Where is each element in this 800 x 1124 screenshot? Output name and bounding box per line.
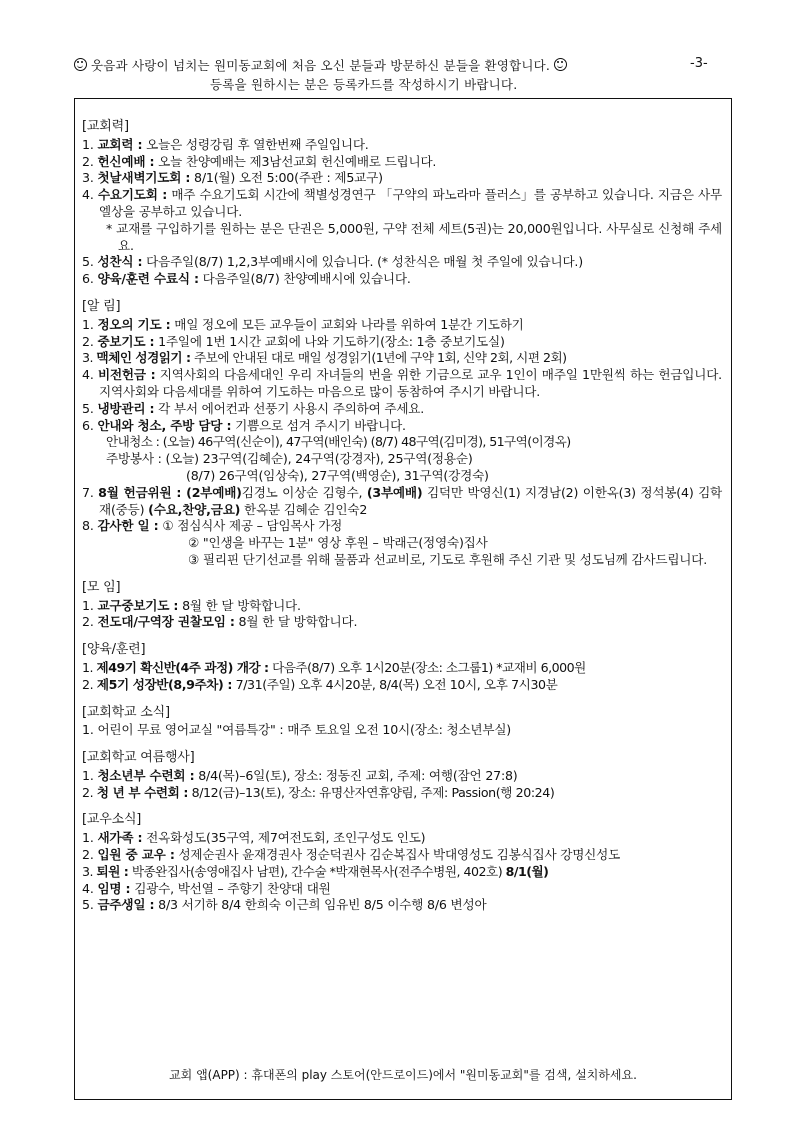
list-item: 1. 어린이 무료 영어교실 "여름특강" : 매주 토요일 오전 10시(장소: 청소년부실) xyxy=(82,722,512,738)
list-item: 1. 청소년부 수련회 : 8/4(목)–6일(토), 장소: 정동진 교회, 주제: 여행(잠언 27:8) xyxy=(82,767,518,783)
section-church-calendar xyxy=(82,118,722,288)
list-item: 1. 교회력 : 오늘은 성령강림 후 열한번째 주일입니다. xyxy=(82,136,369,152)
section-title: [모 임] xyxy=(82,579,121,595)
list-item: 5. 냉방관리 : 각 부서 에어컨과 선풍기 사용시 주의하여 주세요. xyxy=(82,400,425,416)
section-title: [양육/훈련] xyxy=(82,642,146,658)
page-header xyxy=(0,52,800,92)
list-item: 4. 비전헌금 : 지역사회의 다음세대인 우리 자녀들의 번을 위한 기금으로 교우 1인이 매주일 1만원씩 하는 헌금입니다. 지역사회와 다음세대를 위하여 기도하는 마음으로 많이 동참하여 주시기 바랍니다. xyxy=(82,367,722,399)
list-item: 4. 수요기도회 : 매주 수요기도회 시간에 책별성경연구 「구약의 파노라마 플러스」를 공부하고 있습니다. 지금은 사무엘상을 공부하고 있습니다. xyxy=(82,187,722,219)
section-member-news xyxy=(82,811,722,914)
list-item: 3. 첫날새벽기도회 : 8/1(월) 오전 5:00(주관 : 제5교구) xyxy=(82,170,383,186)
list-item: 1. 새가족 : 전옥화성도(35구역, 제7여전도회, 조인구성도 인도) xyxy=(82,830,426,846)
section-training xyxy=(82,641,722,693)
cleaning-row: 안내청소 : (오늘) 46구역(신순이), 47구역(배인숙) (8/7) 48구역(김미경), 51구역(이경옥) xyxy=(106,434,571,450)
section-title: [교우소식] xyxy=(82,812,142,828)
list-item: 1. 교구중보기도 : 8월 한 달 방학합니다. xyxy=(82,597,301,613)
list-item: 5. 성찬식 : 다음주일(8/7) 1,2,3부예배시에 있습니다. (* 성찬식은 매월 첫 주일에 있습니다.) xyxy=(82,254,583,270)
smile-icon xyxy=(554,58,567,71)
list-item: 1. 제49기 확신반(4주 과정) 개강 : 다음주(8/7) 오후 1시20분(장소: 소그룹1) *교재비 6,000원 xyxy=(82,659,586,675)
kitchen-row: 주방봉사 : (오늘) 23구역(김혜순), 24구역(강경자), 25구역(정용순) xyxy=(106,451,473,467)
section-summer-events xyxy=(82,749,722,801)
section-notices xyxy=(82,298,722,569)
list-item: 1. 정오의 기도 : 매일 정오에 모든 교우들이 교회와 나라를 위하여 1분간 기도하기 xyxy=(82,316,524,332)
offering-committee: 7. 8월 헌금위원 : (2부예배)김경노 이상순 김형수, (3부예배) 김덕만 박영신(1) 지경남(2) 이한옥(3) 정석봉(4) 김학재(중등) (수요,찬양,금요) 한옥분 김혜순 김인숙2 xyxy=(82,484,722,517)
app-notice-footer: 교회 앱(APP) : 휴대폰의 play 스토어(안드로이드)에서 "원미동교회"를 검색, 설치하세요. xyxy=(169,1068,637,1082)
section-title: [교회학교 소식] xyxy=(82,704,170,720)
welcome-text: 웃음과 사랑이 넘치는 원미동교회에 처음 오신 분들과 방문하신 분들을 환영합니다. xyxy=(91,58,551,73)
section-title: [알 림] xyxy=(82,298,121,314)
welcome-line xyxy=(70,56,730,74)
list-item: 3. 맥체인 성경읽기 : 주보에 안내된 대로 매일 성경읽기(1년에 구약 1회, 신약 2회, 시편 2회) xyxy=(82,350,567,366)
list-item: 3. 퇴원 : 박종완집사(송영애집사 남편), 간수술 *박재현목사(전주수병원, 402호) 8/1(월) xyxy=(82,863,549,879)
section-school-news xyxy=(82,704,722,740)
section-meetings xyxy=(82,579,722,631)
bulletin-content xyxy=(82,118,722,924)
list-item: 2. 헌신예배 : 오늘 찬양예배는 제3남선교회 헌신예배로 드립니다. xyxy=(82,153,437,169)
list-item: 6. 양육/훈련 수료식 : 다음주일(8/7) 찬양예배시에 있습니다. xyxy=(82,271,411,287)
list-item: 2. 입원 중 교우 : 성제순권사 윤재경권사 정순덕권사 김순복집사 박대영성도 김봉식집사 강명신성도 xyxy=(82,847,621,863)
list-item: 4. 임명 : 김광수, 박선열 – 주향기 찬양대 대원 xyxy=(82,880,331,896)
kitchen-row: (8/7) 26구역(임상숙), 27구역(백영순), 31구역(강경숙) xyxy=(186,467,489,483)
registration-line: 등록을 원하시는 분은 등록카드를 작성하시기 바랍니다. xyxy=(210,77,518,92)
section-title: [교회력] xyxy=(82,119,129,134)
thanks-item: 8. 감사한 일 : ① 점심식사 제공 – 담임목사 가정 ② "인생을 바꾸는 1분" 영상 후원 – 박래근(정영숙)집사 ③ 필리핀 단기선교를 위해 물품과 선교비로, 기도로 후원해 주신 기관 및 성도님께 감사드립니다. xyxy=(82,518,708,567)
list-item: 5. 금주생일 : 8/3 서기하 8/4 한희숙 이근희 임유빈 8/5 이수행 8/6 변성아 xyxy=(82,897,487,913)
list-item: 2. 청 년 부 수련회 : 8/12(금)–13(토), 장소: 유명산자연휴양림, 주제: Passion(행 20:24) xyxy=(82,784,555,800)
list-note: * 교재를 구입하기를 원하는 분은 단권은 5,000원, 구약 전체 세트(5권)는 20,000원입니다. 사무실로 신청해 주세요. xyxy=(106,220,722,253)
section-title: [교회학교 여름행사] xyxy=(82,750,195,766)
smile-icon xyxy=(74,58,87,71)
list-item: 2. 제5기 성장반(8,9주차) : 7/31(주일) 오후 4시20분, 8/4(목) 오전 10시, 오후 7시30분 xyxy=(82,676,558,692)
list-item: 2. 중보기도 : 1주일에 1번 1시간 교회에 나와 기도하기(장소: 1층 중보기도실) xyxy=(82,333,505,349)
list-item: 6. 안내와 청소, 주방 담당 : 기쁨으로 섬겨 주시기 바랍니다. xyxy=(82,417,406,433)
list-item: 2. 전도대/구역장 권찰모임 : 8월 한 달 방학합니다. xyxy=(82,614,358,630)
page-number: -3- xyxy=(690,56,708,71)
